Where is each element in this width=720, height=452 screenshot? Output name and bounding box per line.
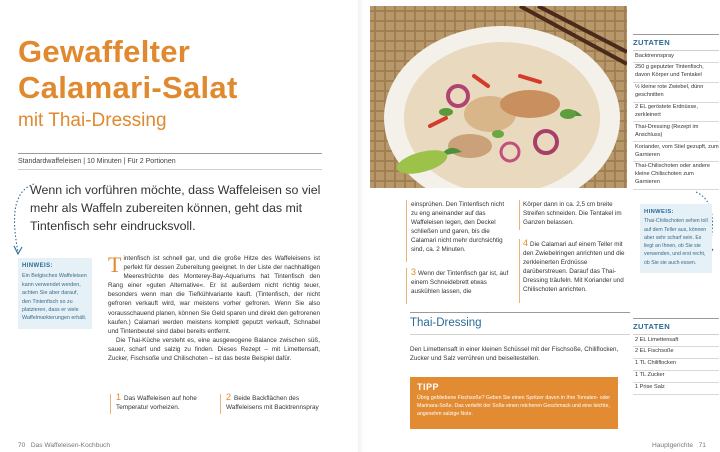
step-1 <box>116 393 212 413</box>
ingredient-item: 2 EL Fischsoße <box>633 347 719 359</box>
page-number: 71 <box>698 442 706 449</box>
ingredient-item: ½ kleine rote Zwiebel, dünn geschnitten <box>633 83 719 103</box>
drop-cap: T <box>108 252 122 277</box>
ingredient-item: Koriander, vom Stiel gezupft, zum Garnieren <box>633 142 719 162</box>
hint-box-right <box>640 204 712 273</box>
ingredient-item: Thai-Chilischoten oder andere kleine Chilischoten zum Garnieren <box>633 162 719 190</box>
ingredient-item: 1 Prise Salz <box>633 383 719 395</box>
ingredient-item: 1 TL Zucker <box>633 371 719 383</box>
step-text: Die Calamari auf einem Teller mit den Zwiebelringen anrichten und die zerkleinerten Erdnüsse darüberstreuen. Darauf das Thai-Dressing träufeln. Mit Koriander und Chilischoten anrichten. <box>523 241 625 294</box>
ingredient-item: Thai-Dressing (Rezept im Anschluss) <box>633 122 719 142</box>
page-gutter <box>358 0 364 452</box>
tip-text: Übrig gebliebene Fischsoße? Geben Sie einen Spritzer davon in Ihre Tomaten- oder Marinara-Soße. Das verleiht der Soße einen reicheren Geschmack und eine leichte, angenehm salzige Note. <box>417 395 611 418</box>
method-text: einsprühen. Den Tintenfisch nicht zu eng aneinander auf das Waffeleisen legen, den Deckel schließen und garen, bis die Calamari nicht mehr durchsichtig sind, ca. 2 Minuten. <box>411 201 505 254</box>
recipe-subtitle: mit Thai-Dressing <box>18 110 167 131</box>
ingredients-heading: ZUTATEN <box>633 318 719 335</box>
recipe-intro: Wenn ich vorführen möchte, dass Waffeleisen so viel mehr als Waffeln zubereiten können, geht das mit Tintenfisch sehr eindrucksvoll. <box>30 183 321 233</box>
step-number: 2 <box>226 392 232 402</box>
step-number: 1 <box>116 392 122 402</box>
title-line-1: Gewaffelter <box>18 34 191 69</box>
ingredients-heading: ZUTATEN <box>633 34 719 51</box>
footer-left <box>18 442 110 449</box>
method-text: Körper dann in ca. 2,5 cm breite Streifen schneiden. Die Tentakel im Ganzen belassen. <box>523 201 622 227</box>
step-text: Beide Backflächen des Waffeleisens mit Backtrennspray <box>226 395 319 412</box>
ingredient-item: 2 EL geröstete Erdnüsse, zerkleinert <box>633 103 719 123</box>
ingredient-item: Backtrennspray <box>633 51 719 63</box>
page-number: 70 <box>18 442 26 449</box>
book-title: Das Waffeleisen-Kochbuch <box>30 442 111 449</box>
recipe-photo <box>370 6 627 188</box>
hint-text: Thai-Chilischoten sehen toll auf dem Teller aus, können aber sehr scharf sein. Es liegt an Ihnen, ob Sie sie verwenden, und erst recht, ob Sie sie auch essen. <box>644 218 708 266</box>
ingredient-item: 2 EL Limettensaft <box>633 335 719 347</box>
ingredients-list <box>633 335 719 395</box>
step-text: Das Waffeleisen auf hohe Temperatur vorheizen. <box>116 395 197 412</box>
method-column-2 <box>523 200 625 227</box>
step-number: 3 <box>411 267 417 277</box>
step-text: Wenn der Tintenfisch gar ist, auf einem Schneidebrett etwas auskühlen lassen, die <box>411 270 509 296</box>
footer-right <box>652 442 706 449</box>
ingredient-item: 250 g geputzter Tintenfisch, davon Körper und Tentakel <box>633 63 719 83</box>
title-line-2: Calamari-Salat <box>18 70 238 105</box>
step-4 <box>523 239 627 295</box>
hint-text: Ein Belgisches Waffeleisen kann verwendet werden, achten Sie aber darauf, den Tintenfisch so zu platzieren, dass er viele Waffelmarkierungen erhält. <box>22 273 87 322</box>
hint-box-left <box>18 258 92 329</box>
intro-body <box>108 254 320 363</box>
ingredients-list <box>633 51 719 190</box>
step-2 <box>226 393 322 413</box>
method-column-1 <box>411 200 511 255</box>
hint-label: HINWEIS: <box>22 263 53 269</box>
ingredients-salad <box>633 34 719 190</box>
dressing-instructions: Den Limettensaft in einer kleinen Schüssel mit der Fischsoße, Chiliflocken, Zucker und Salz verrühren und beiseitestellen. <box>410 346 619 363</box>
section-title-dressing: Thai-Dressing <box>410 312 630 329</box>
recipe-title <box>18 34 338 106</box>
body-paragraph-1: intenfisch ist schnell gar, und die große Hitze des Waffeleisens ist perfekt für dessen Zubereitung geeignet. In der Liste der nachhaltigen Meeresfrüchte des Monterey-Bay-Aquariums hat Tintenfisch den Rang einer »guten Alternative«. Er ist außerdem nicht richtig teuer, besonders wenn man die Tiefkühlvariante kauft. (Tintenfisch, der nicht gefroren verkauft wird, war meistens vorher gefroren. Wenn Sie also vorausschauend planen, können Sie Geld sparen und direkt den gefrorenen kaufen.) Calamari werden meistens komplett geputzt verkauft, Schnabel und Tintenbeutel sind dabei bereits entfernt. <box>108 255 320 335</box>
hint-label: HINWEIS: <box>644 209 674 215</box>
section-name: Hauptgerichte <box>652 442 694 449</box>
step-3 <box>411 268 511 296</box>
recipe-meta: Standardwaffeleisen | 10 Minuten | Für 2 Portionen <box>18 153 322 170</box>
body-paragraph-2: Die Thai-Küche versteht es, eine ausgewogene Balance zwischen süß, sauer, scharf und salzig zu finden. Dieses Rezept – mit Limettensaft, Zucker, Fischsoße und Chilischoten – ist das beste Beispiel dafür. <box>108 336 320 363</box>
tip-label: TIPP <box>417 382 440 392</box>
tip-box <box>410 377 618 429</box>
step-number: 4 <box>523 238 529 248</box>
ingredients-dressing <box>633 318 719 395</box>
ingredient-item: 1 TL Chiliflocken <box>633 359 719 371</box>
